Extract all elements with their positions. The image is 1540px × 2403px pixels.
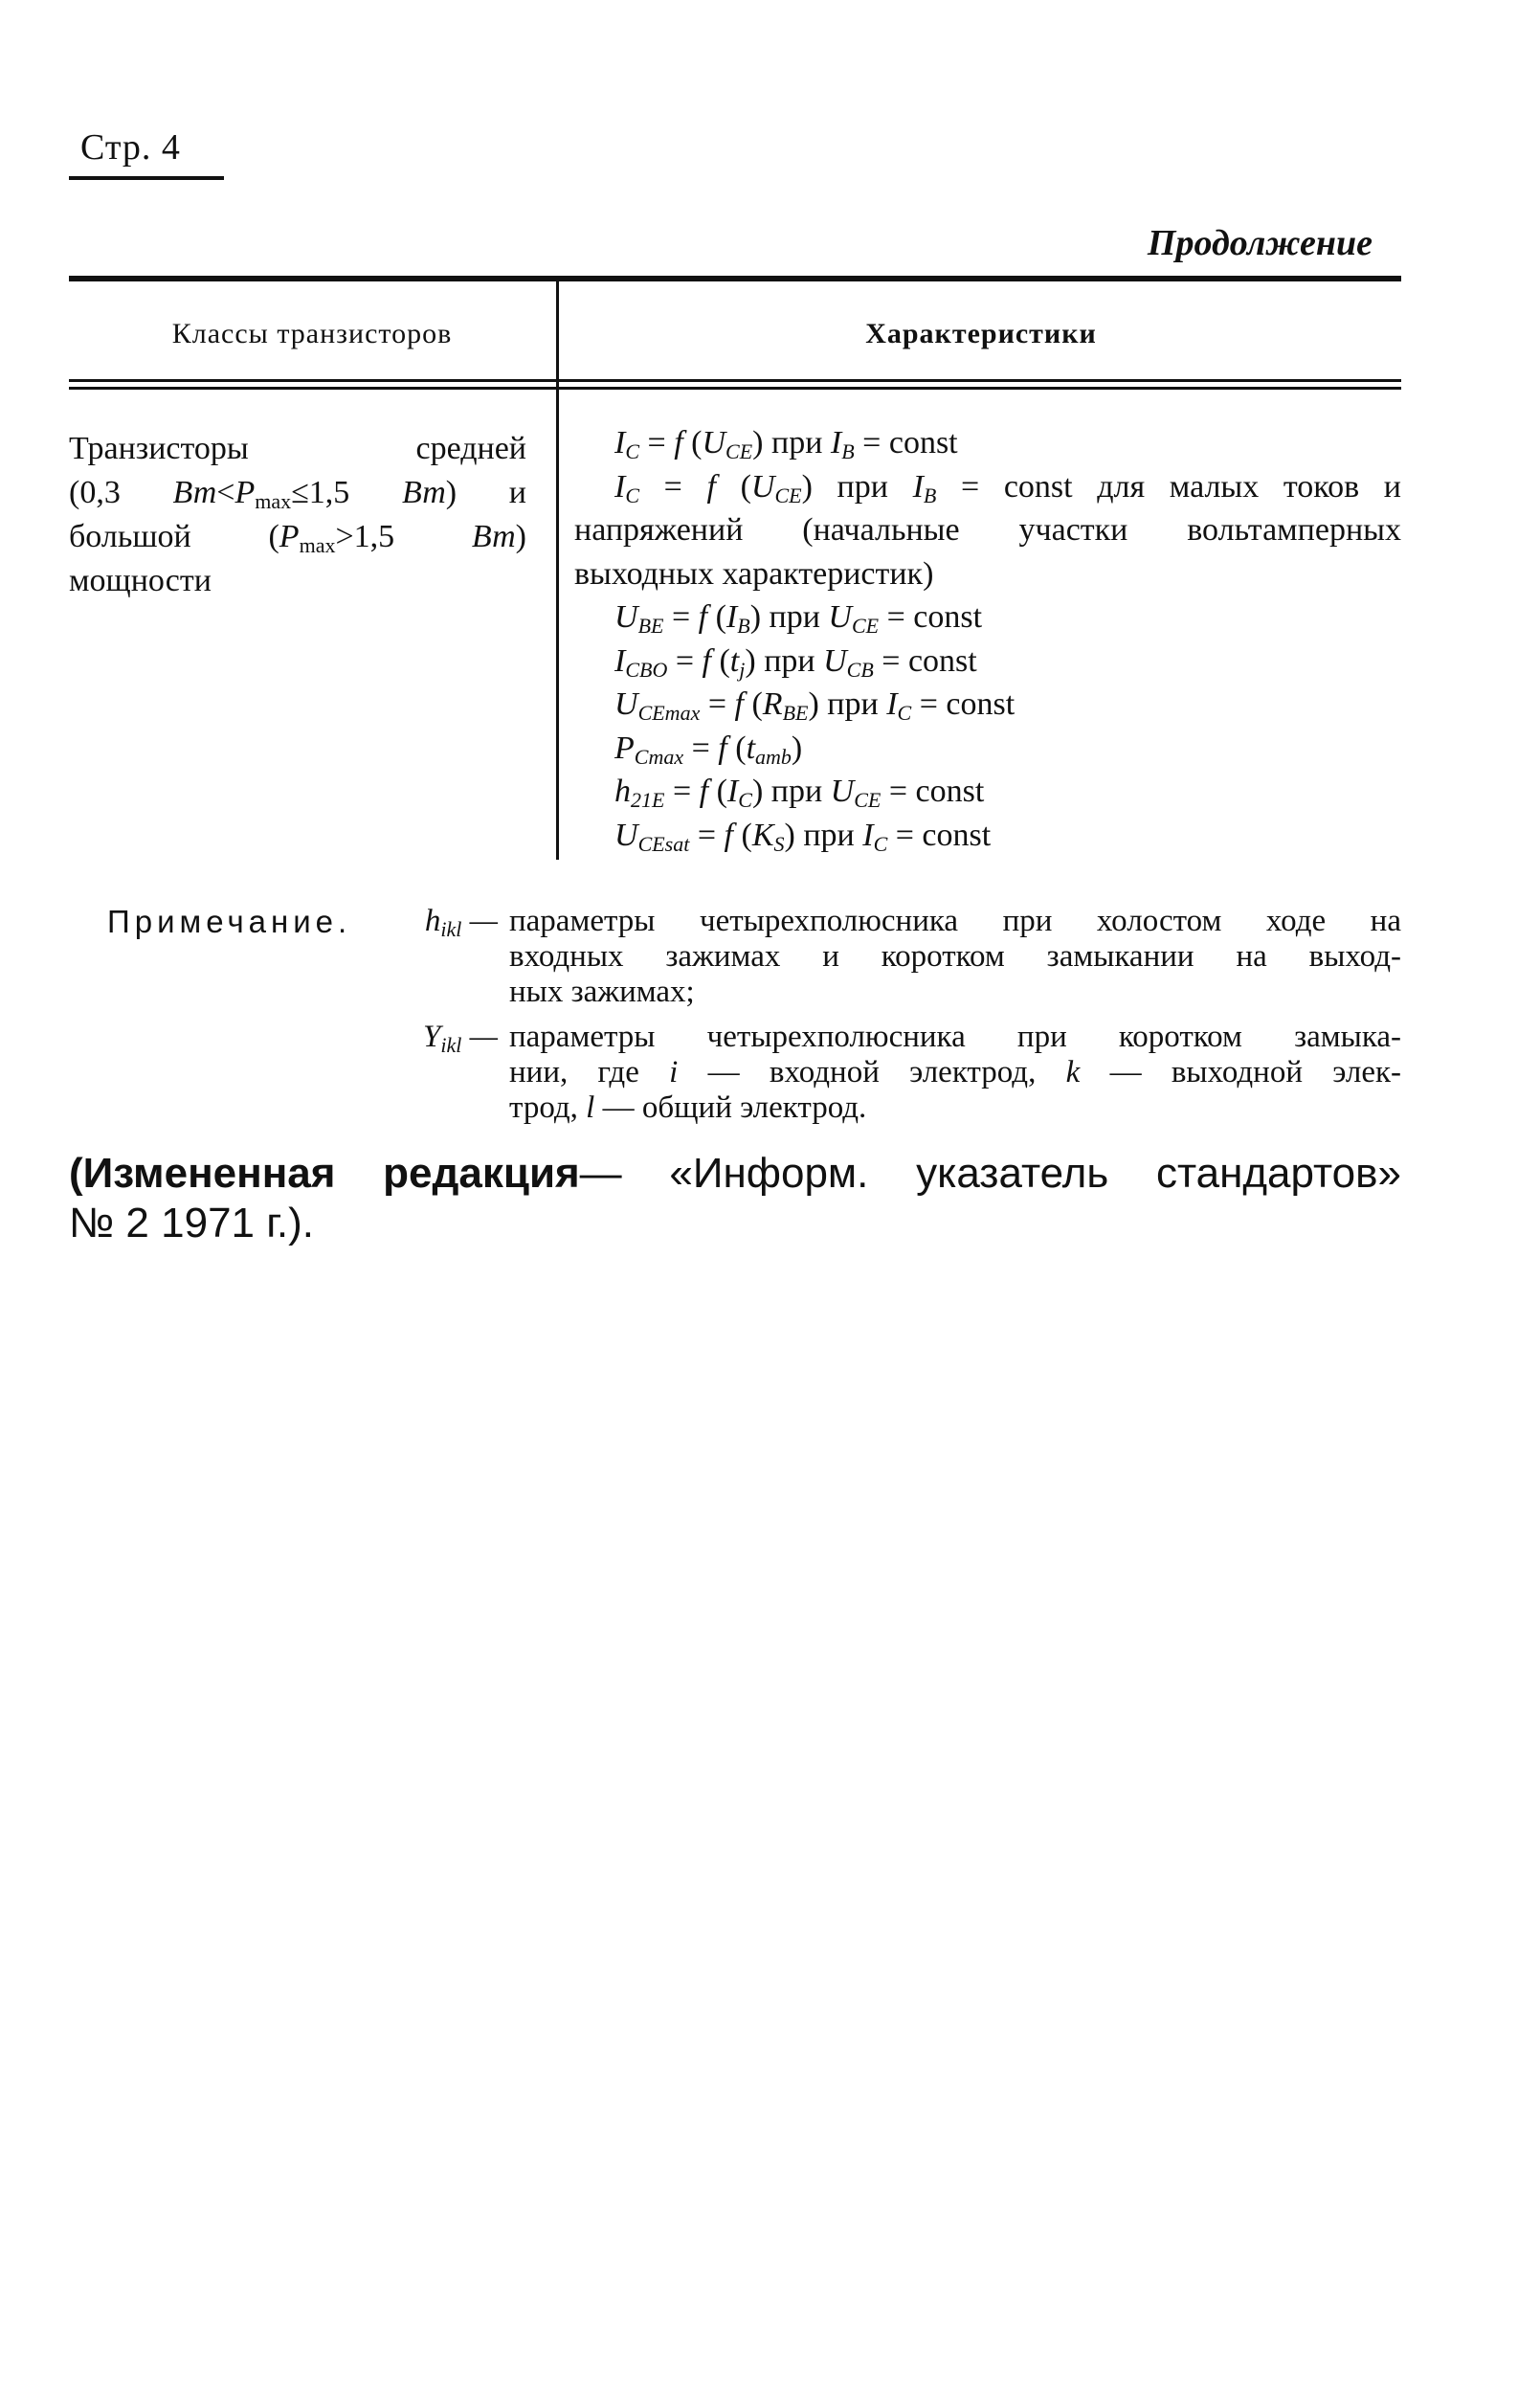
edition-rest: — «Информ. указатель стандартов» (579, 1150, 1401, 1197)
transistor-class-line: (0,3 $Вт<P_{max}\le 1,5$ Вт) и (69, 475, 526, 513)
table-column-divider (556, 281, 559, 860)
edition-bold: (Измененная редакция (69, 1150, 580, 1197)
characteristics-cell (574, 421, 1401, 857)
characteristic-line: $U_{CEmax} = f$ $(R_{BE})$ при $I_C$ = const (614, 686, 1016, 725)
characteristic-line: $h_{21E} = f$ $(I_C)$ при $U_{CE}$ = const (614, 774, 985, 812)
characteristic-line: $P_{Cmax} = f$ $(t_{amb})$ (614, 730, 803, 769)
header-characteristics: Характеристики (865, 318, 1097, 349)
characteristic-line: выходных характеристик) (574, 555, 934, 592)
header-transistor-classes: Классы транзисторов (171, 318, 453, 349)
note-symbol: $h_{ikl}$ — (424, 904, 498, 941)
transistor-class-cell (69, 427, 526, 603)
transistor-class-line: Транзисторы средней (69, 431, 526, 466)
note-text (509, 1020, 1401, 1126)
continuation-label: Продолжение (1147, 223, 1373, 263)
edition-line-1 (69, 1149, 1401, 1199)
note-text-line: входных зажимах и коротком замыкании на выход- (509, 939, 1401, 974)
edition-note (69, 1149, 1401, 1248)
table-header-rule (69, 387, 1401, 390)
characteristic-line: $U_{CEsat} = f$ $(K_S)$ при $I_C$ = const (614, 817, 992, 856)
characteristic-line: $I_{CBO} = f$ $(t_j)$ при $U_{CB}$ = const (614, 642, 977, 682)
characteristic-line: $U_{BE} = f$ $(I_B)$ при $U_{CE}$ = const (614, 599, 983, 638)
note-text-line: ных зажимах; (509, 975, 695, 1009)
note-text-line: нии, где i — входной электрод, k — выходной элек- (509, 1055, 1401, 1089)
transistor-class-line: мощности (69, 563, 212, 598)
characteristic-line: $I_C = f$ $(U_{CE})$ при $I_B$ = const для малых токов и (614, 468, 1401, 507)
note-text-line: параметры четырехполюсника при холостом ходе на (509, 904, 1401, 938)
page-number: Стр. 4 (80, 127, 181, 168)
table-top-rule (69, 276, 1401, 281)
characteristic-line: $I_C = f$ $(U_{CE})$ при $I_B$ = const (614, 425, 958, 463)
note-text-line: трод, l — общий электрод. (509, 1090, 867, 1125)
table-header-rule (69, 379, 1401, 382)
note-text-line: параметры четырехполюсника при коротком замыка- (509, 1020, 1401, 1054)
edition-line-2: № 2 1971 г.). (69, 1200, 315, 1246)
note-text (509, 904, 1401, 1010)
note-label: Примечание. (107, 904, 352, 939)
characteristic-line: напряжений (начальные участки вольтамперных (574, 512, 1401, 548)
note-symbol: $Y_{ikl}$ — (423, 1020, 498, 1057)
transistor-class-line: большой ($P_{max}>1,5$ Вт) (69, 519, 526, 557)
page-number-underline (69, 176, 224, 180)
